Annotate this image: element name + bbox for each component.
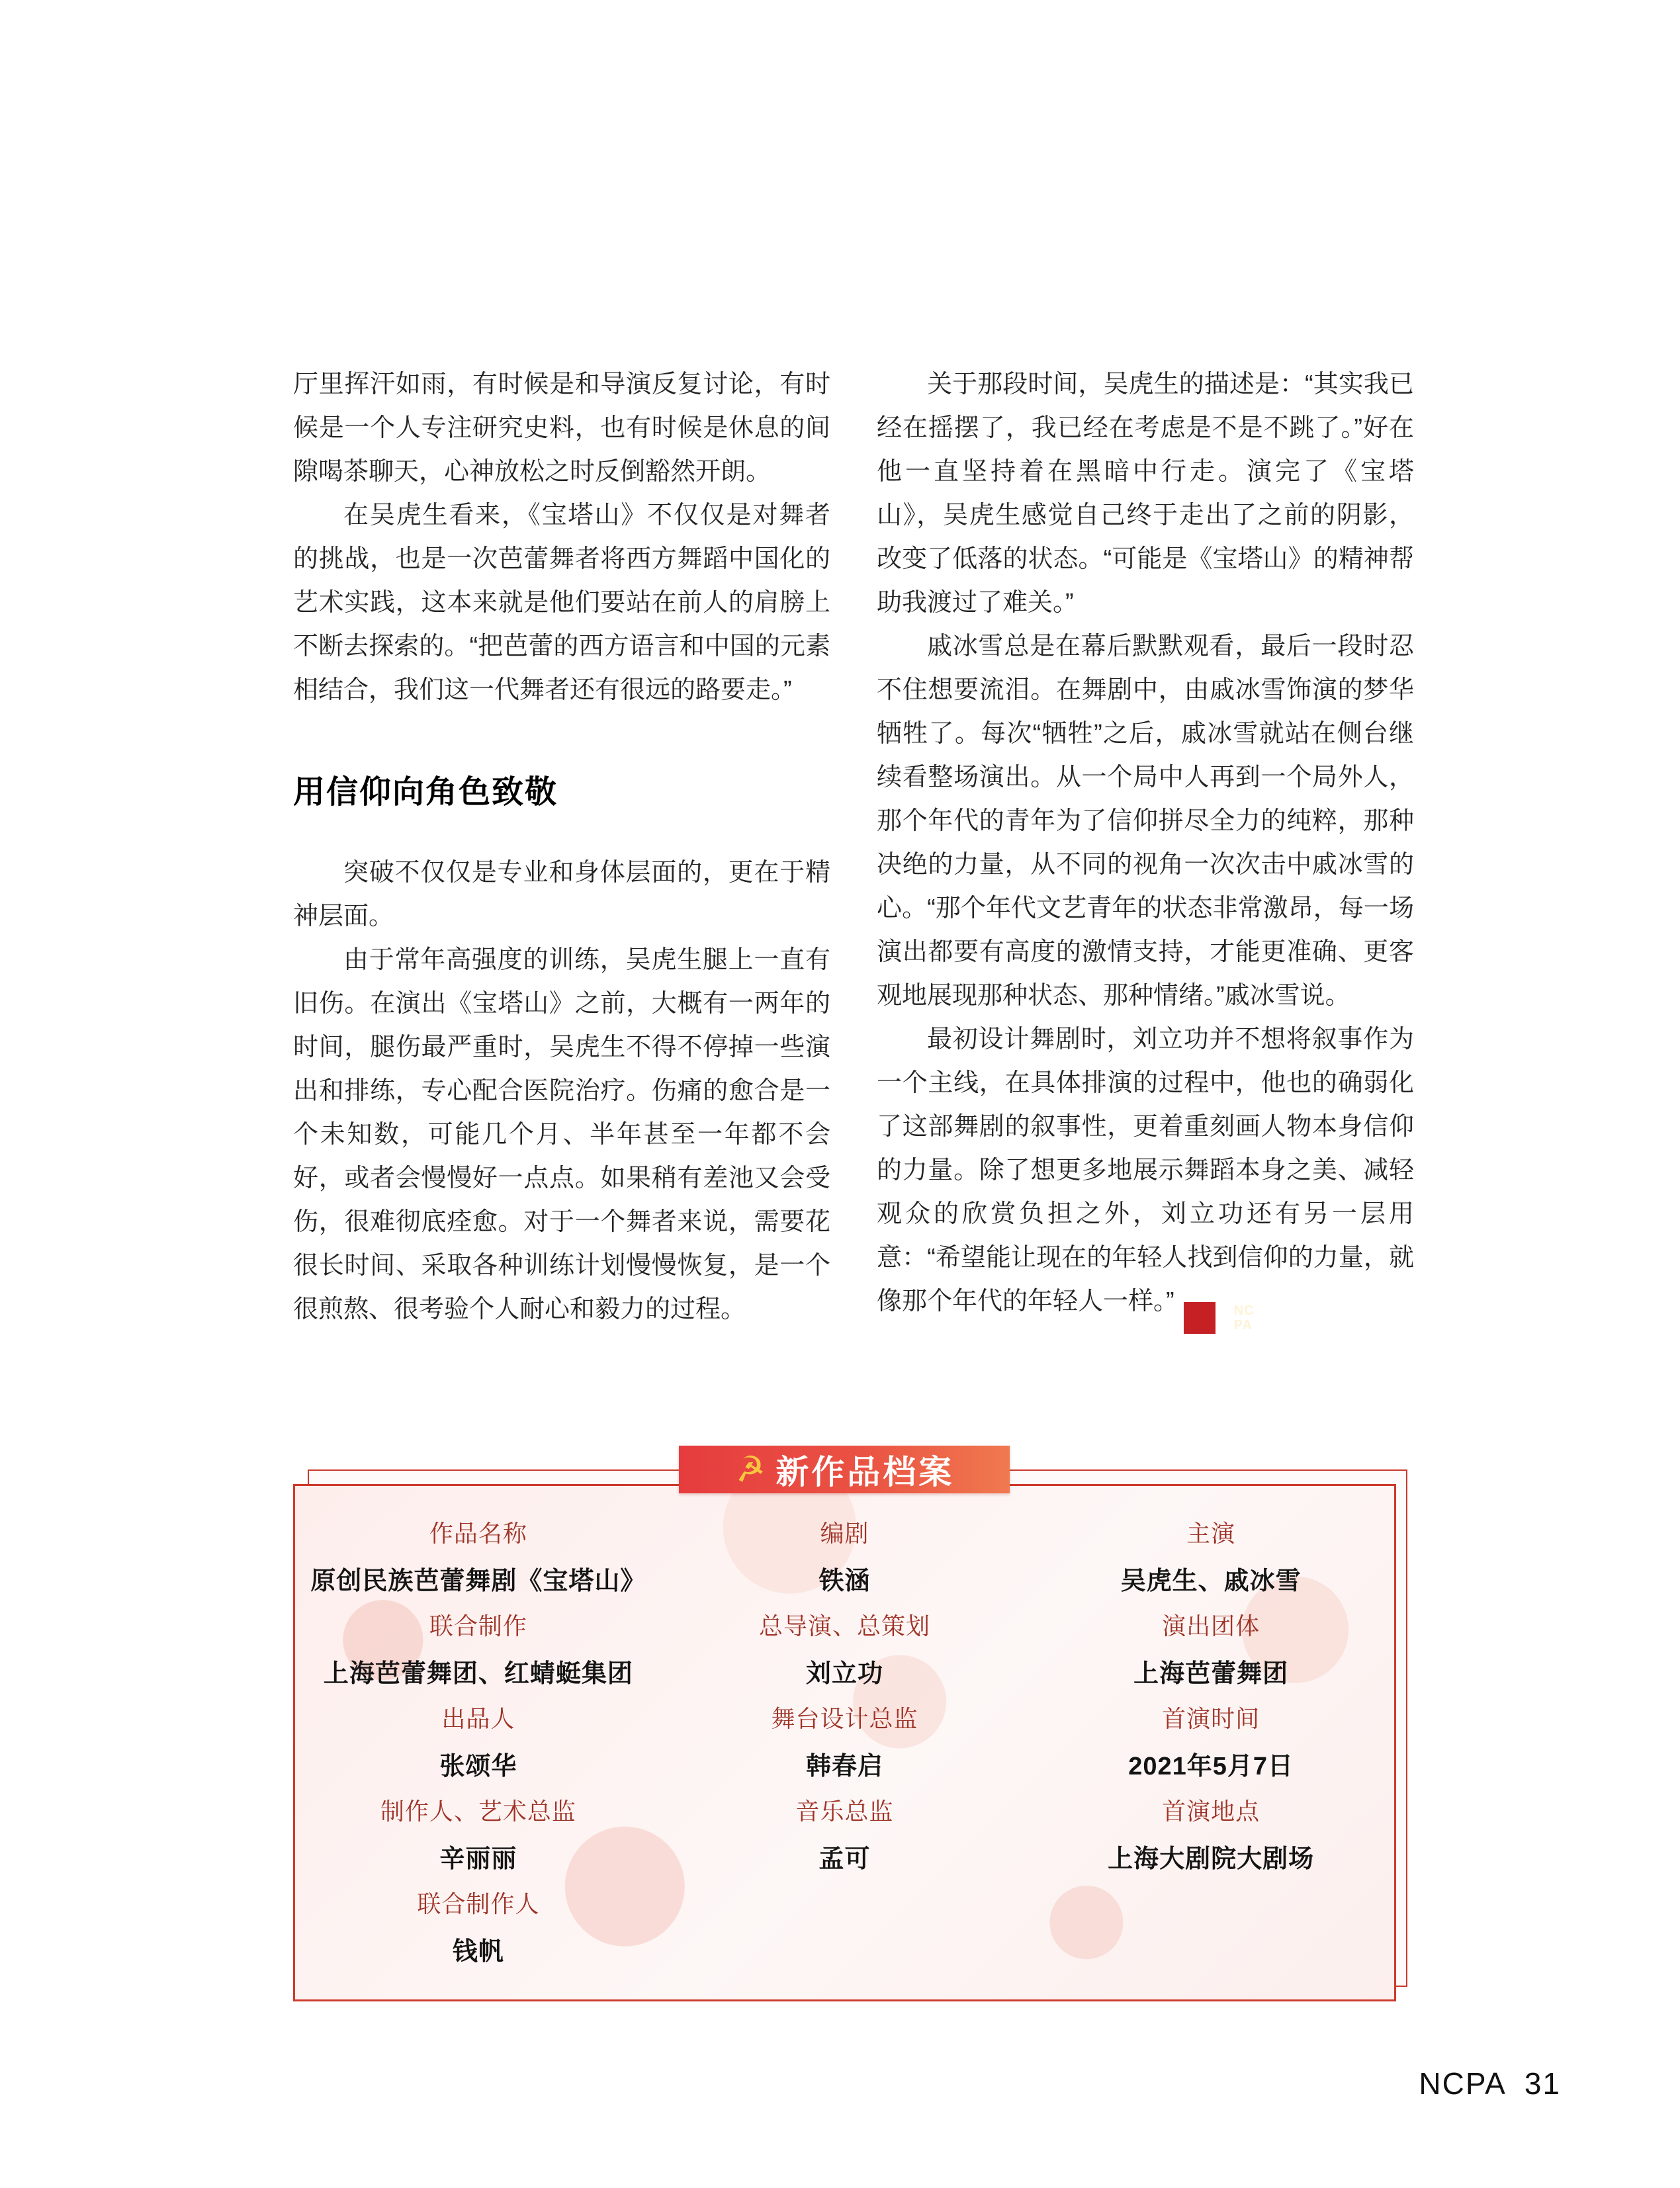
field-value: 钱帆 [452, 1937, 504, 1966]
field-value: 原创民族芭蕾舞剧《宝塔山》 [310, 1567, 646, 1595]
article-column-right [877, 363, 1414, 1334]
archive-field [295, 1879, 662, 1972]
paragraph-text: 最初设计舞剧时，刘立功并不想将叙事作为一个主线，在具体排演的过程中，他也的确弱化了这部舞剧的叙事性，更着重刻画人物本身信仰的力量。除了想更多地展示舞蹈本身之美、减轻观众的欣赏负担之外，刘立功还有另一层用意：“希望能让现在的年轻人找到信仰的力量，就像那个年代的年轻人一样。” [877, 1026, 1414, 1315]
field-label: 演出团体 [1162, 1612, 1260, 1640]
paragraph: 关于那段时间，吴虎生的描述是：“其实我已经在摇摆了，我已经在考虑是不是不跳了。”好在他一直坚持着在黑暗中行走。演完了《宝塔山》，吴虎生感觉自己终于走出了之前的阴影，改变了低落的状态。“可能是《宝塔山》的精神帮助我渡过了难关。” [877, 371, 1414, 617]
field-label: 出品人 [441, 1704, 515, 1732]
field-label: 总导演、总策划 [758, 1612, 930, 1640]
page-number: NCPA 31 [1419, 2066, 1561, 2101]
archive-field [1028, 1601, 1394, 1694]
ncpa-end-seal-icon [1184, 1302, 1255, 1334]
archive-field [295, 1509, 662, 1601]
archive-field [295, 1694, 662, 1786]
field-label: 作品名称 [429, 1519, 527, 1547]
archive-field [662, 1786, 1028, 1879]
archive-field [1028, 1694, 1394, 1786]
archive-field [662, 1509, 1028, 1601]
field-value: 上海芭蕾舞团、红蜻蜓集团 [323, 1659, 633, 1688]
archive-field [662, 1694, 1028, 1786]
field-label: 制作人、艺术总监 [380, 1797, 576, 1825]
field-label: 音乐总监 [795, 1797, 894, 1825]
archive-field [295, 1786, 662, 1879]
archive-card [293, 1484, 1396, 2001]
archive-field-empty [662, 1879, 1028, 1972]
field-label: 联合制作 [429, 1612, 527, 1640]
archive-field [1028, 1786, 1394, 1879]
seal-line: NC [1233, 1303, 1255, 1318]
paragraph: 由于常年高强度的训练，吴虎生腿上一直有旧伤。在演出《宝塔山》之前，大概有一两年的时间，腿伤最严重时，吴虎生不得不停掉一些演出和排练，专心配合医院治疗。伤痛的愈合是一个未知数，可能几个月、半年甚至一年都不会好，或者会慢慢好一点点。如果稍有差池又会受伤，很难彻底痊愈。对于一个舞者来说，需要花很长时间、采取各种训练计划慢慢恢复，是一个很煎熬、很考验个人耐心和毅力的过程。 [293, 946, 830, 1323]
archive-badge-title: 新作品档案 [775, 1454, 955, 1491]
paragraph: 在吴虎生看来，《宝塔山》不仅仅是对舞者的挑战，也是一次芭蕾舞者将西方舞蹈中国化的艺术实践，这本来就是他们要站在前人的肩膀上不断去探索的。“把芭蕾的西方语言和中国的元素相结合，我们这一代舞者还有很远的路要走。” [293, 502, 830, 704]
field-value: 上海芭蕾舞团 [1133, 1659, 1289, 1688]
field-label: 首演时间 [1162, 1704, 1260, 1732]
field-label: 编剧 [820, 1519, 869, 1547]
seal-line: PA [1233, 1318, 1253, 1333]
field-value: 铁涵 [818, 1567, 871, 1595]
article-column-left [293, 363, 830, 1331]
field-value: 吴虎生、戚冰雪 [1120, 1567, 1302, 1595]
paragraph: 戚冰雪总是在幕后默默观看，最后一段时忍不住想要流泪。在舞剧中，由戚冰雪饰演的梦华牺牲了。每次“牺牲”之后，戚冰雪就站在侧台继续看整场演出。从一个局中人再到一个局外人，那个年代的青年为了信仰拼尽全力的纯粹，那种决绝的力量，从不同的视角一次次击中戚冰雪的心。“那个年代文艺青年的状态非常激昂，每一场演出都要有高度的激情支持，才能更准确、更客观地展现那种状态、那种情绪。”戚冰雪说。 [877, 633, 1414, 1010]
archive-field [662, 1601, 1028, 1694]
archive-field-empty [1028, 1879, 1394, 1972]
field-label: 主演 [1186, 1519, 1236, 1547]
archive-field [295, 1601, 662, 1694]
field-value: 张颂华 [439, 1752, 517, 1780]
field-value: 刘立功 [805, 1659, 883, 1688]
field-value: 上海大剧院大剧场 [1108, 1845, 1315, 1873]
archive-field [1028, 1509, 1394, 1601]
archive-badge [679, 1446, 1010, 1493]
paragraph [877, 1018, 1414, 1334]
field-value: 孟可 [818, 1845, 871, 1873]
field-label: 舞台设计总监 [771, 1704, 918, 1732]
field-label: 联合制作人 [417, 1890, 540, 1917]
field-label: 首演地点 [1162, 1797, 1260, 1825]
field-value: 2021年5月7日 [1128, 1752, 1294, 1780]
section-heading: 用信仰向角色致敬 [293, 775, 558, 810]
paragraph: 突破不仅仅是专业和身体层面的，更在于精神层面。 [293, 859, 830, 930]
paragraph: 厅里挥汗如雨，有时候是和导演反复讨论，有时候是一个人专注研究史料，也有时候是休息的间隙喝茶聊天，心神放松之时反倒豁然开朗。 [293, 371, 830, 486]
archive-credits-grid [295, 1486, 1394, 1972]
field-value: 韩春启 [805, 1752, 883, 1780]
field-value: 辛丽丽 [439, 1845, 517, 1873]
party-emblem-icon: ☭ [731, 1448, 768, 1491]
